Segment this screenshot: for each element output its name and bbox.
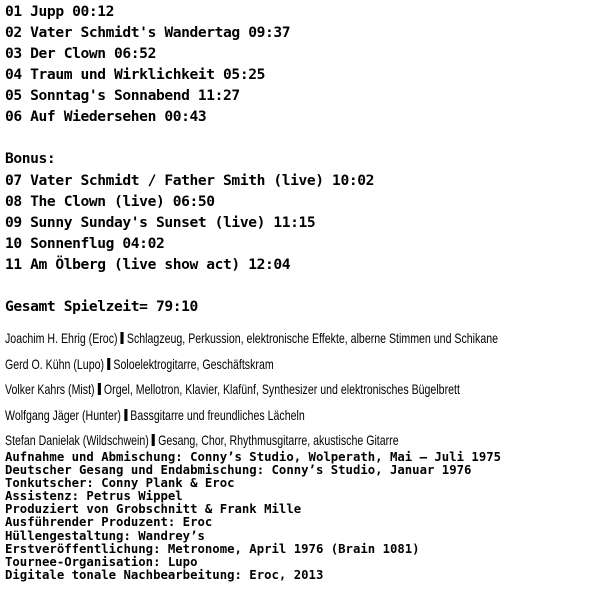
member-name: Volker Kahrs (Mist)	[5, 382, 95, 398]
bonus-track-item: 11 Am Ölberg (live show act) 12:04	[5, 256, 291, 273]
member-role: Bassgitarre und freundliches Lächeln	[130, 407, 305, 423]
member-name: Gerd O. Kühn (Lupo)	[5, 356, 105, 372]
credit-line: Hüllengestaltung: Wandrey’s	[5, 528, 205, 543]
separator-bar-icon	[152, 434, 155, 446]
member-name: Wolfgang Jäger (Hunter)	[5, 407, 121, 423]
member-role: Schlagzeug, Perkussion, elektronische Effekte, alberne Stimmen und Schikane	[126, 331, 499, 346]
credit-line: Ausführender Produzent: Eroc	[5, 515, 213, 530]
bonus-track-list	[0, 170, 374, 275]
credit-line: Assistenz: Petrus Wippel	[5, 489, 183, 504]
member-row	[5, 326, 498, 352]
bonus-track-item: 10 Sonnenflug 04:02	[5, 235, 165, 252]
separator-bar-icon	[124, 409, 127, 421]
track-item: 05 Sonntag's Sonnabend 11:27	[5, 87, 240, 104]
credit-line: Deutscher Gesang und Endabmischung: Conny’s Studio, Januar 1976	[5, 463, 472, 478]
bonus-track-item: 09 Sunny Sunday's Sunset (live) 11:15	[5, 214, 316, 231]
track-item: 04 Traum und Wirklichkeit 05:25	[5, 66, 265, 83]
separator-bar-icon	[107, 358, 110, 370]
credit-line: Digitale tonale Nachbearbeitung: Eroc, 2013	[5, 567, 324, 582]
bonus-track-item: 08 The Clown (live) 06:50	[5, 193, 215, 210]
member-row	[5, 352, 498, 378]
bonus-track-item: 07 Vater Schmidt / Father Smith (live) 10:02	[5, 172, 374, 189]
separator-bar-icon	[121, 332, 124, 344]
band-members	[5, 326, 600, 454]
production-credits	[5, 451, 501, 582]
credit-line: Erstveröffentlichung: Metronome, April 1976 (Brain 1081)	[5, 541, 420, 556]
track-item: 01 Jupp 00:12	[5, 3, 115, 20]
track-list	[0, 1, 290, 127]
member-name: Stefan Danielak (Wildschwein)	[5, 433, 149, 449]
member-role: Gesang, Chor, Rhythmusgitarre, akustische Gitarre	[158, 433, 399, 449]
member-name: Joachim H. Ehrig (Eroc)	[5, 331, 118, 346]
credit-line: Tournee-Organisation: Lupo	[5, 554, 198, 569]
member-role: Soloelektrogitarre, Geschäftskram	[113, 356, 274, 372]
separator-bar-icon	[98, 383, 101, 395]
credit-line: Tonkutscher: Conny Plank & Eroc	[5, 476, 235, 491]
track-item: 02 Vater Schmidt's Wandertag 09:37	[5, 24, 291, 41]
member-row	[5, 403, 498, 429]
track-item: 03 Der Clown 06:52	[5, 45, 156, 62]
track-item: 06 Auf Wiedersehen 00:43	[5, 108, 207, 125]
member-role: Orgel, Mellotron, Klavier, Klafünf, Synthesizer und elektronisches Bügelbrett	[103, 382, 460, 398]
credit-line: Produziert von Grobschnitt & Frank Mille	[5, 502, 302, 517]
total-playtime: Gesamt Spielzeit= 79:10	[5, 298, 198, 315]
member-row	[5, 377, 498, 403]
credit-line: Aufnahme und Abmischung: Conny’s Studio, Wolperath, Mai – Juli 1975	[5, 450, 502, 464]
bonus-heading: Bonus:	[5, 150, 56, 167]
